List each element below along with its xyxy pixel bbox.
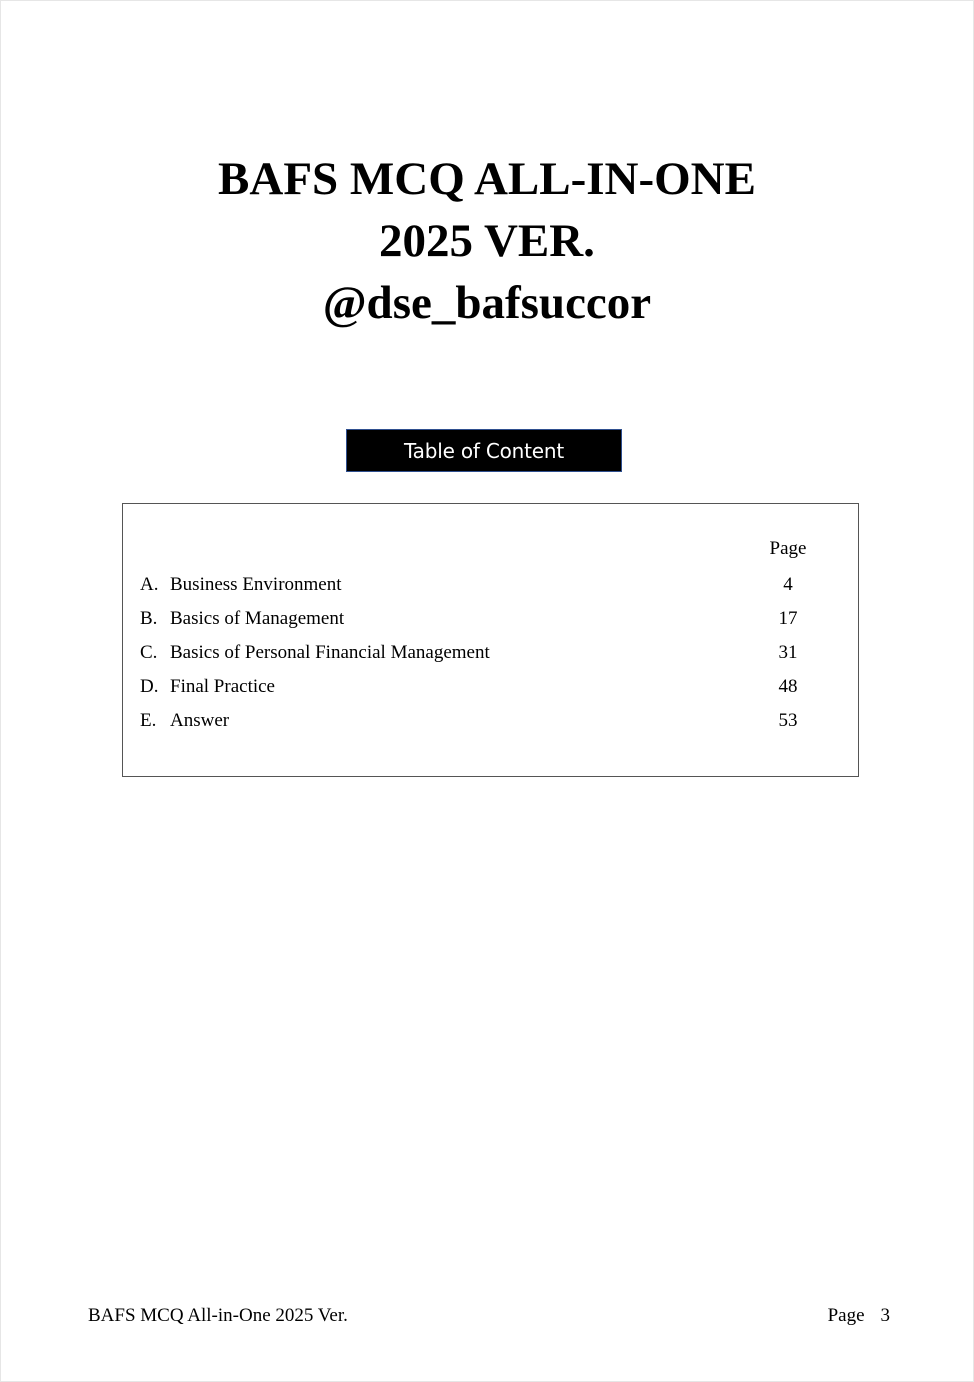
toc-page-header: Page (769, 538, 807, 559)
toc-page-number: 17 (778, 608, 798, 629)
toc-letter: C. (140, 642, 158, 663)
toc-row-c[interactable] (140, 636, 820, 670)
toc-page-number: 4 (783, 574, 793, 595)
toc-letter: E. (140, 710, 157, 731)
document-title (0, 148, 974, 334)
title-line-2: 2025 VER. (379, 215, 595, 267)
toc-row-e[interactable] (140, 704, 820, 738)
toc-letter: A. (140, 574, 159, 595)
title-line-1: BAFS MCQ ALL-IN-ONE (218, 153, 756, 205)
toc-page-number: 53 (778, 710, 798, 731)
toc-banner: Table of Content (346, 429, 622, 472)
footer-page-label: Page (827, 1305, 865, 1326)
toc-page-number: 31 (778, 642, 798, 663)
footer-page-indicator (828, 1305, 890, 1327)
toc-row-b[interactable] (140, 602, 820, 636)
toc-label: Business Environment (170, 574, 342, 595)
footer-page-number: 3 (880, 1305, 890, 1326)
toc-label: Answer (170, 710, 230, 731)
toc-list (140, 568, 820, 738)
toc-label: Basics of Management (170, 608, 345, 629)
title-line-3: @dse_bafsuccor (322, 277, 652, 329)
toc-page-number: 48 (778, 676, 798, 697)
toc-row-a[interactable] (140, 568, 820, 602)
footer-document-title: BAFS MCQ All-in-One 2025 Ver. (88, 1305, 348, 1326)
toc-row-d[interactable] (140, 670, 820, 704)
toc-letter: B. (140, 608, 158, 629)
toc-label: Final Practice (170, 676, 275, 697)
toc-letter: D. (140, 676, 159, 697)
toc-label: Basics of Personal Financial Management (170, 642, 490, 663)
